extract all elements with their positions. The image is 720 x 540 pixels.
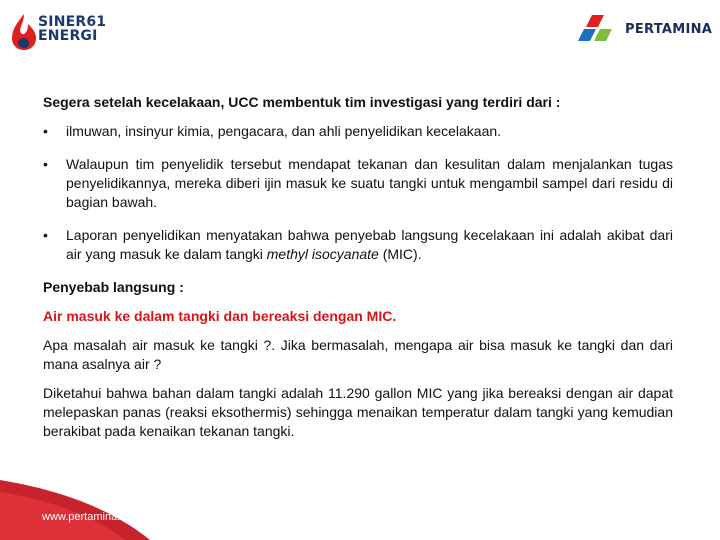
pertamina-logo (578, 13, 713, 45)
bullet-text-part: Laporan penyelidikan menyatakan bahwa penyebab langsung kecelakaan ini adalah akibat dari air yang masuk ke dalam tangki (66, 227, 673, 262)
logo-text-line1: SINER61 (38, 14, 107, 30)
footer-url[interactable]: www.pertamina.com (42, 511, 142, 523)
pertamina-logo-text: PERTAMINA (625, 22, 713, 37)
cause-text: Air masuk ke dalam tangki dan bereaksi dengan MIC. (43, 308, 397, 324)
logo-text-line2: ENERGI (38, 28, 98, 44)
bullet-text (66, 227, 673, 262)
main-content (43, 93, 673, 451)
bullet-text: ilmuwan, insinyur kimia, pengacara, dan ahli penyelidikan kecelakaan. (66, 123, 502, 139)
footer-banner (0, 470, 720, 540)
bullet-item (43, 122, 673, 141)
cause-label: Penyebab langsung : (43, 279, 184, 295)
bullet-item (43, 155, 673, 212)
fact-text: Diketahui bahwa bahan dalam tangki adalah 11.290 gallon MIC yang jika bereaksi dengan air dapat melepaskan panas (reaksi eksothermis) sehingga menaikan temperatur dalam tangki yang kemudian berakibat pada kenaikan tekanan tangki. (43, 385, 673, 439)
bullet-list (43, 122, 673, 264)
bullet-text-part: (MIC). (378, 246, 422, 262)
flame-icon (10, 12, 38, 52)
heading: Segera setelah kecelakaan, UCC membentuk tim investigasi yang terdiri dari : (43, 94, 561, 110)
bullet-text-italic: methyl isocyanate (266, 246, 379, 262)
bullet-marker: • (43, 156, 48, 172)
bullet-text: Walaupun tim penyelidik tersebut mendapat tekanan dan kesulitan dalam menjalankan tugas penyelidikannya, mereka diberi ijin masuk ke suatu tangki untuk mengambil sampel dari residu di bagian bawah. (66, 156, 673, 210)
footer-wave (0, 470, 720, 540)
bullet-marker: • (43, 123, 48, 139)
bullet-item (43, 226, 673, 264)
question-text: Apa masalah air masuk ke tangki ?. Jika bermasalah, mengapa air bisa masuk ke tangki dan dari mana asalnya air ? (43, 337, 673, 372)
bullet-marker: • (43, 227, 48, 243)
pertamina-emblem-icon (578, 13, 622, 45)
sinergi-energi-logo (10, 10, 107, 54)
